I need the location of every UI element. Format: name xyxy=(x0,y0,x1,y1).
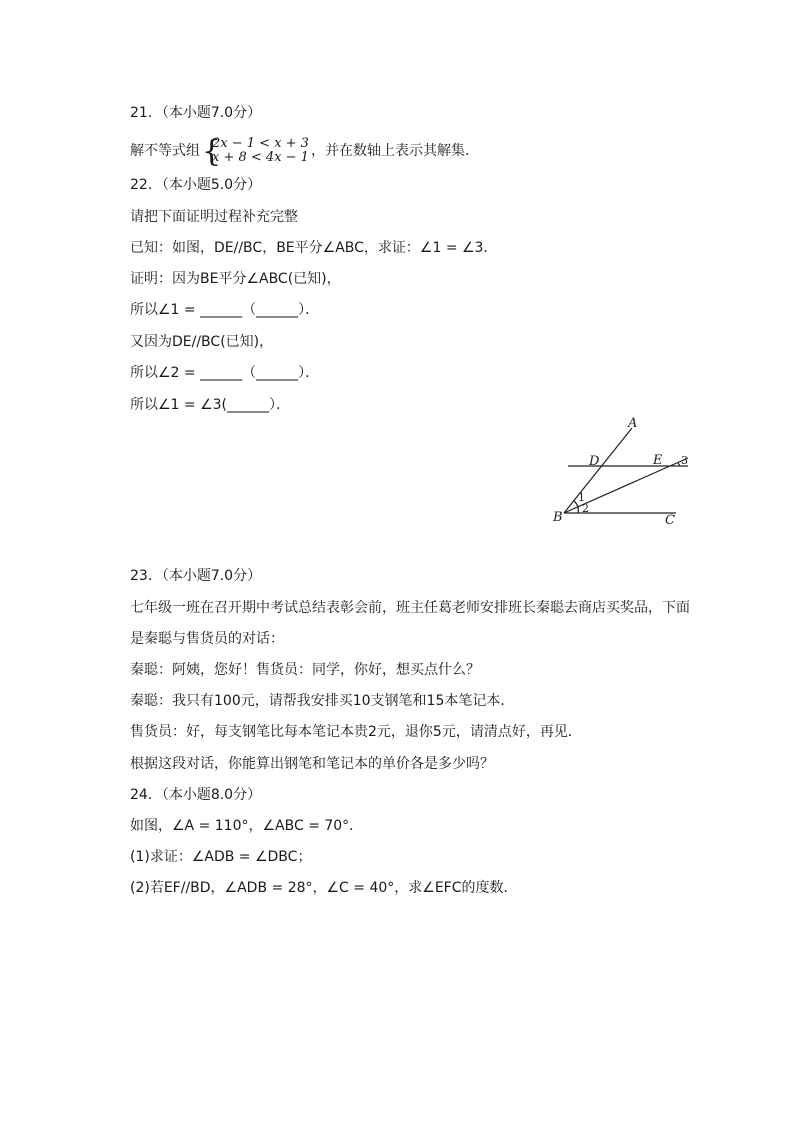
q21-text-suffix: ，并在数轴上表示其解集． xyxy=(310,143,479,159)
q23-paragraph-2: 是秦聪与售货员的对话： xyxy=(130,631,284,647)
q22-header: 22．（本小题5.0分） xyxy=(130,177,262,193)
q24-paragraph-3: (2)若EF//BD，∠ADB = 28°，∠C = 40°，求∠EFC的度数． xyxy=(130,880,518,896)
q21-header: 21．（本小题7.0分） xyxy=(130,105,262,121)
q24-paragraph-1: 如图，∠A = 110°，∠ABC = 70°． xyxy=(130,818,364,834)
left-brace-icon: { xyxy=(202,134,222,169)
q21-text-prefix: 解不等式组 xyxy=(130,143,200,159)
label-D: D xyxy=(589,454,600,469)
label-angle-3: 3 xyxy=(681,454,688,467)
q24-header: 24．（本小题8.0分） xyxy=(130,787,262,803)
q22-proof-line-3: 又因为DE//BC(已知)， xyxy=(130,334,274,350)
q22-geometry-figure xyxy=(548,412,698,536)
geometry-diagram xyxy=(548,412,698,532)
label-angle-2: 2 xyxy=(582,502,589,515)
q21-inequality-1: 2x − 1 < x + 3 xyxy=(212,136,309,151)
q22-proof-line-2: 所以∠1 = ______（______）． xyxy=(130,302,320,318)
q23-paragraph-6: 根据这段对话，你能算出钢笔和笔记本的单价各是多少吗？ xyxy=(130,756,494,772)
q23-paragraph-1: 七年级一班在召开期中考试总结表彰会前，班主任葛老师安排班长秦聪去商店买奖品，下面 xyxy=(130,600,690,616)
q22-given: 已知：如图，DE//BC，BE平分∠ABC，求证：∠1 = ∠3． xyxy=(130,240,498,256)
line-BA xyxy=(564,428,632,513)
q22-intro: 请把下面证明过程补充完整 xyxy=(130,209,298,225)
q22-proof-line-4: 所以∠2 = ______（______）． xyxy=(130,365,320,381)
q24-paragraph-2: (1)求证：∠ADB = ∠DBC； xyxy=(130,849,312,865)
q21-inequality-2: x + 8 < 4x − 1 xyxy=(212,150,309,165)
q21-inequality-system xyxy=(202,134,309,169)
label-angle-1: 1 xyxy=(578,491,585,504)
q23-paragraph-5: 售货员：好，每支钢笔比每本笔记本贵2元，退你5元，请清点好，再见． xyxy=(130,724,582,740)
q23-paragraph-4: 秦聪：我只有100元，请帮我安排买10支钢笔和15本笔记本． xyxy=(130,693,515,709)
q21-statement xyxy=(130,134,479,169)
label-A: A xyxy=(628,416,638,431)
label-E: E xyxy=(653,453,663,468)
q23-header: 23．（本小题7.0分） xyxy=(130,568,262,584)
label-B: B xyxy=(553,510,563,525)
label-C: C xyxy=(665,513,675,528)
q23-paragraph-3: 秦聪：阿姨，您好！售货员：同学，你好，想买点什么？ xyxy=(130,662,480,678)
q22-proof-line-1: 证明：因为BE平分∠ABC(已知)， xyxy=(130,271,341,287)
q22-proof-line-5: 所以∠1 = ∠3(______）． xyxy=(130,397,291,413)
